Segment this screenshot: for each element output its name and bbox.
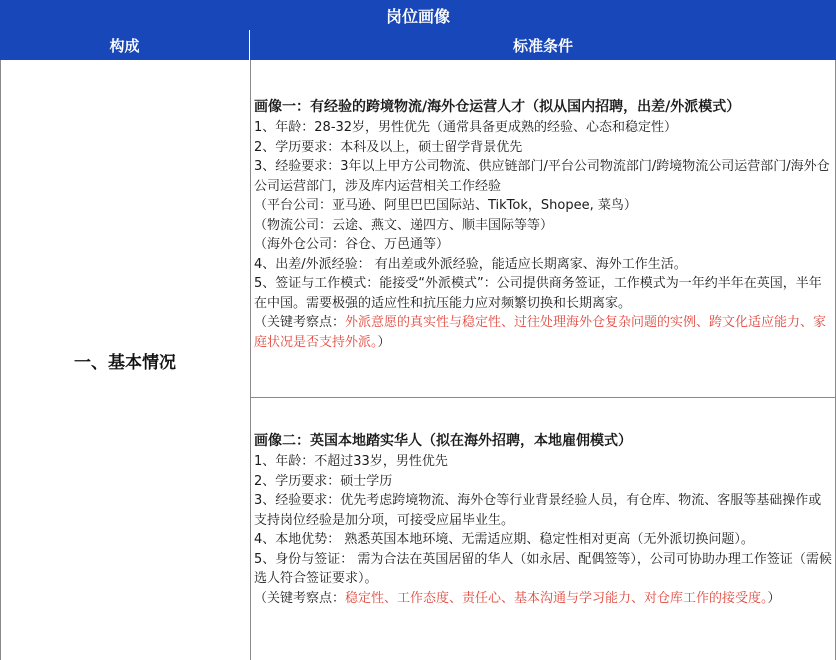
key-points-text: 稳定性、工作态度、责任心、基本沟通与学习能力、对仓库工作的接受度。 <box>345 590 768 606</box>
profile-one-heading: 画像一：有经验的跨境物流/海外仓运营人才（拟从国内招聘，出差/外派模式） <box>254 99 741 115</box>
section-label: 一、基本情况 <box>74 352 176 373</box>
profile-two-line: 5、身份与签证： 需为合法在英国居留的华人（如永居、配偶签等），公司可协助办理工作签证（需候选人符合签证要求）。 <box>254 551 832 586</box>
header-criteria: 标准条件 <box>512 36 573 55</box>
profile-one-line: （物流公司：云途、燕文、递四方、顺丰国际等等） <box>254 217 554 233</box>
profile-two-line: 3、经验要求：优先考虑跨境物流、海外仓等行业背景经验人员，有仓库、物流、客服等基础操作或支持岗位经验是加分项，可接受应届毕业生。 <box>254 493 822 528</box>
profile-two <box>254 430 832 608</box>
profile-one-key-points <box>254 313 832 352</box>
header-composition: 构成 <box>0 30 250 60</box>
profile-two-line: 2、学历要求：硕士学历 <box>254 473 393 489</box>
profile-one-line: （平台公司：亚马逊、阿里巴巴国际站、TikTok，Shopee, 菜鸟） <box>254 198 637 213</box>
profile-two-line: 1、年龄：不超过33岁，男性优先 <box>254 454 448 469</box>
profile-one-line: 2、学历要求：本科及以上，硕士留学背景优先 <box>254 139 523 155</box>
profile-two-line: 4、本地优势： 熟悉英国本地环境、无需适应期、稳定性相对更高（无外派切换问题）。 <box>254 532 754 547</box>
profile-one-line: 1、年龄：28-32岁，男性优先（通常具备更成熟的经验、心态和稳定性） <box>254 120 678 135</box>
key-points-suffix: ） <box>377 334 391 350</box>
key-points-prefix: （关键考察点： <box>254 315 346 330</box>
profile-two-heading: 画像二：英国本地踏实华人（拟在海外招聘，本地雇佣模式） <box>254 433 632 449</box>
key-points-prefix: （关键考察点： <box>254 590 346 606</box>
row-divider <box>250 397 836 398</box>
profile-one-line: （海外仓公司：谷仓、万邑通等） <box>254 237 450 252</box>
profile-two-key-points <box>254 589 832 609</box>
profile-one <box>254 96 832 352</box>
page-title: 岗位画像 <box>0 0 836 30</box>
key-points-suffix: ） <box>767 590 781 606</box>
table-header-row <box>0 30 836 60</box>
column-divider <box>250 60 251 660</box>
key-points-text: 外派意愿的真实性与稳定性、过往处理海外仓复杂问题的实例、跨文化适应能力、家庭状况是否支持外派。 <box>254 315 827 350</box>
profile-one-line: 5、签证与工作模式：能接受“外派模式”：公司提供商务签证，工作模式为一年约半年在英国，半年在中国。需要极强的适应性和抗压能力应对频繁切换和长期离家。 <box>254 276 822 311</box>
profile-one-line: 4、出差/外派经验： 有出差或外派经验，能适应长期离家、海外工作生活。 <box>254 256 687 272</box>
profile-one-line: 3、经验要求：3年以上甲方公司物流、供应链部门/平台公司物流部门/跨境物流公司运营部门/海外仓公司运营部门，涉及库内运营相关工作经验 <box>254 159 830 194</box>
